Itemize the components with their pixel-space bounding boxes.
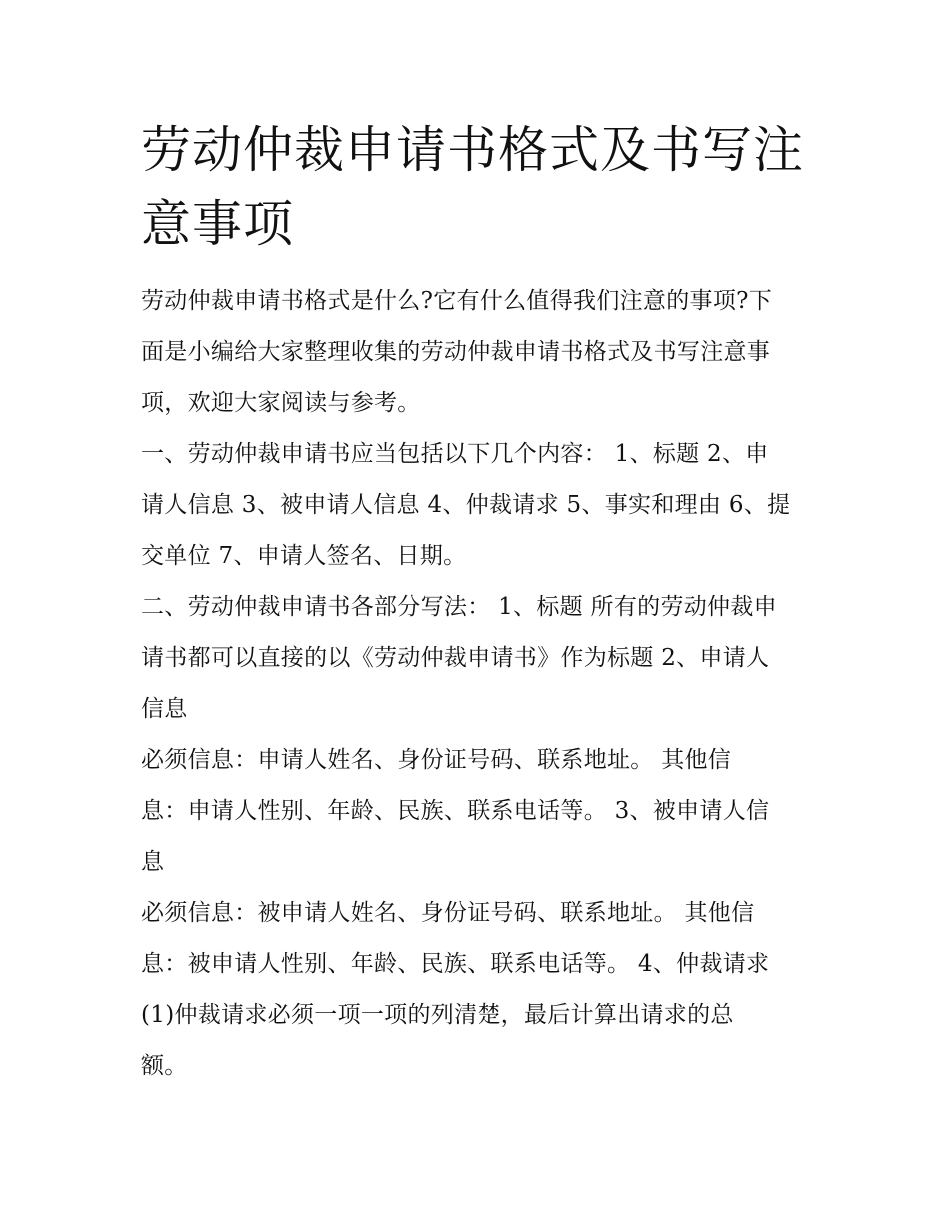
text-line: 必须信息：被申请人姓名、身份证号码、联系地址。 其他信 (141, 900, 755, 926)
text-line: 面是小编给大家整理收集的劳动仲裁申请书格式及书写注意事 (141, 339, 771, 365)
text-line: 请书都可以直接的以《劳动仲裁申请书》作为标题 2、申请人 (141, 645, 770, 671)
document-title (141, 113, 821, 261)
intro-paragraph (141, 276, 816, 429)
text-line: 请人信息 3、被申请人信息 4、仲裁请求 5、事实和理由 6、提 (141, 492, 791, 518)
text-line: 息：被申请人性别、年龄、民族、联系电话等。 4、仲裁请求 (141, 951, 770, 977)
respondent-info-paragraph (141, 888, 816, 1092)
text-line: 交单位 7、申请人签名、日期。 (141, 543, 467, 569)
title-line: 意事项 (141, 195, 294, 253)
text-line: 息：申请人性别、年龄、民族、联系电话等。 3、被申请人信 (141, 798, 770, 824)
applicant-info-paragraph (141, 735, 816, 888)
text-line: 劳动仲裁申请书格式是什么?它有什么值得我们注意的事项?下 (141, 288, 773, 314)
text-line: 项，欢迎大家阅读与参考。 (141, 390, 421, 416)
text-line: (1)仲裁请求必须一项一项的列清楚，最后计算出请求的总 (141, 1002, 734, 1028)
text-line: 息 (141, 849, 165, 875)
text-line: 二、劳动仲裁申请书各部分写法： 1、标题 所有的劳动仲裁申 (141, 594, 777, 620)
document-body (141, 276, 816, 1092)
section-two-paragraph (141, 582, 816, 735)
text-line: 信息 (141, 696, 188, 722)
section-one-paragraph (141, 429, 816, 582)
text-line: 一、劳动仲裁申请书应当包括以下几个内容： 1、标题 2、申 (141, 441, 769, 467)
title-line: 劳动仲裁申请书格式及书写注 (141, 121, 804, 179)
text-line: 必须信息：申请人姓名、身份证号码、联系地址。 其他信 (141, 747, 732, 773)
text-line: 额。 (141, 1053, 188, 1079)
